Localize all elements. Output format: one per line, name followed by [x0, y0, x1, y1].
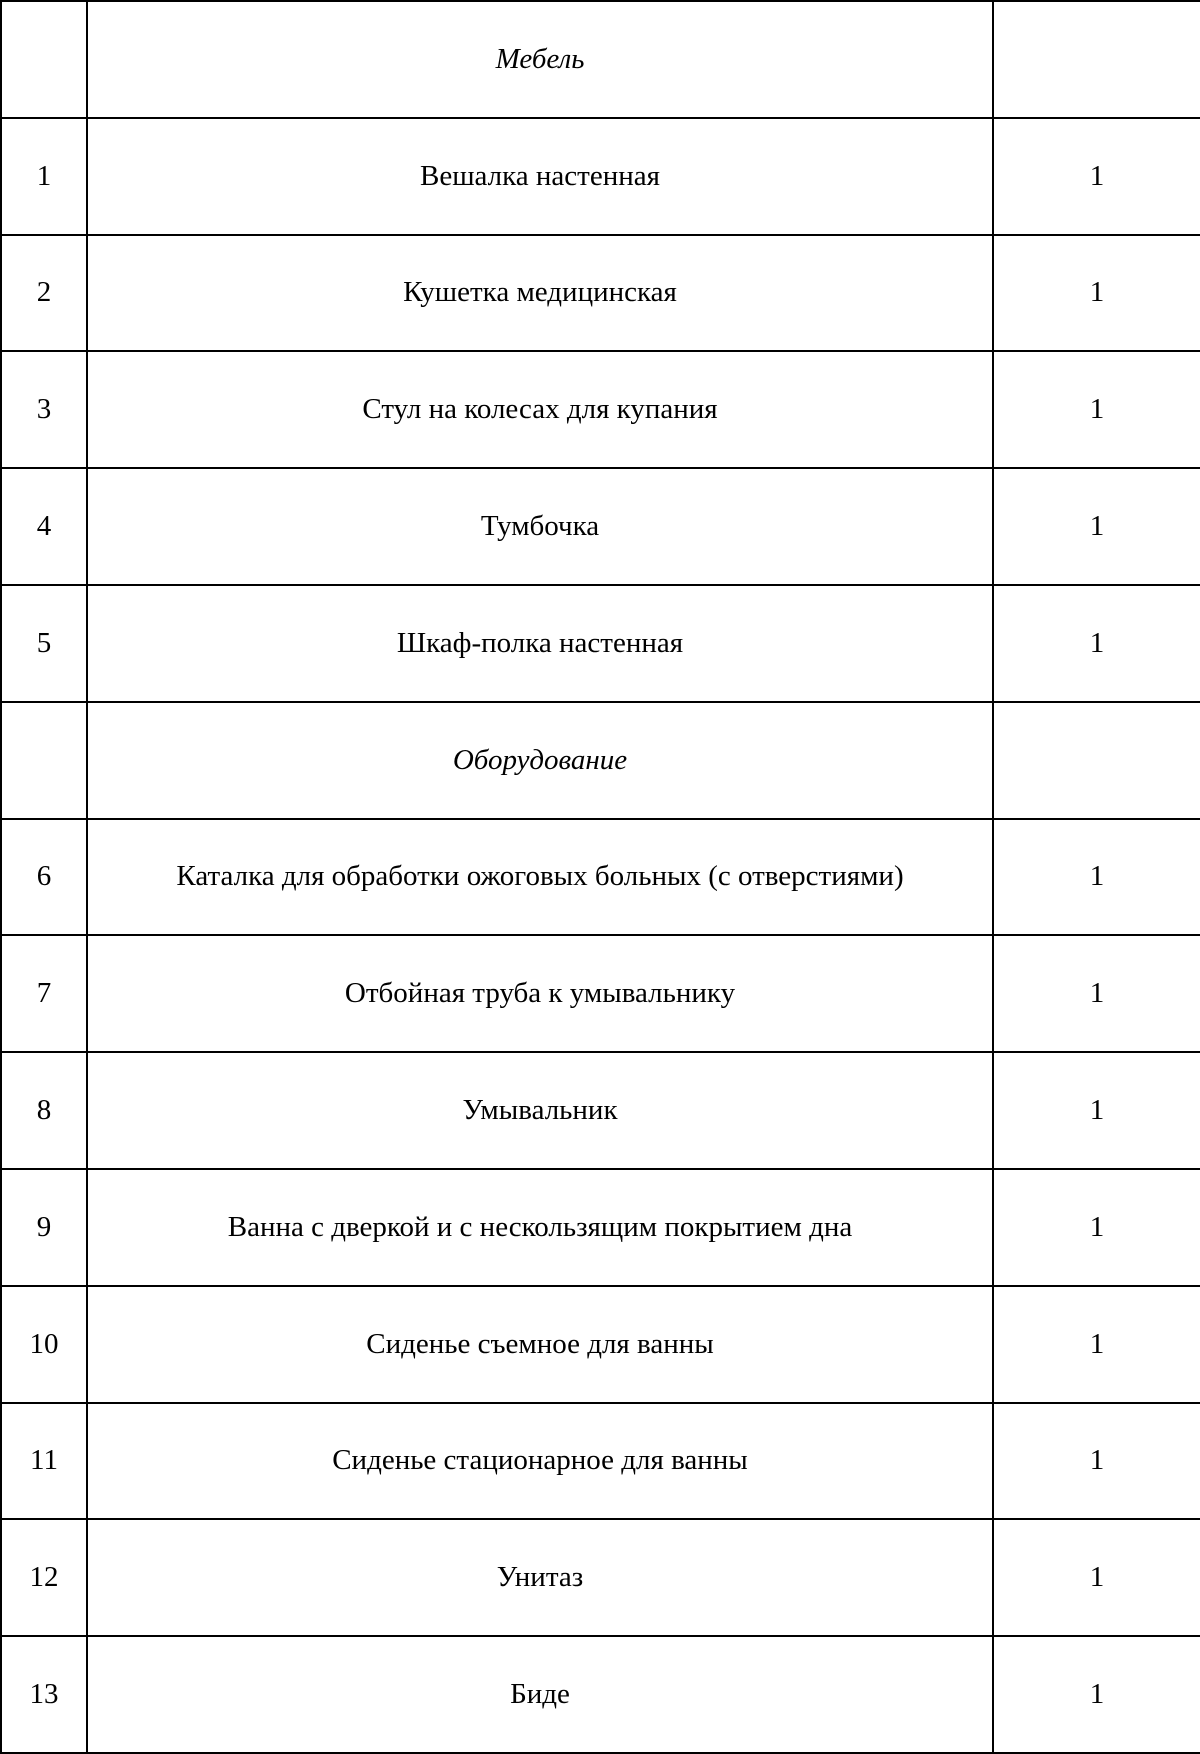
table-row — [1, 468, 1200, 585]
row-number-cell: 12 — [1, 1519, 87, 1636]
table-row — [1, 1169, 1200, 1286]
row-number-cell: 6 — [1, 819, 87, 936]
table-body — [1, 1, 1200, 1753]
table-row — [1, 1636, 1200, 1753]
section-row-equipment — [1, 702, 1200, 819]
row-number-cell — [1, 1, 87, 118]
row-number-cell: 1 — [1, 118, 87, 235]
row-quantity-cell — [993, 1, 1200, 118]
table-row — [1, 1403, 1200, 1520]
table-row — [1, 118, 1200, 235]
row-quantity-cell: 1 — [993, 1052, 1200, 1169]
row-name-cell: Сиденье стационарное для ванны — [87, 1403, 993, 1520]
row-quantity-cell: 1 — [993, 935, 1200, 1052]
row-name-cell: Тумбочка — [87, 468, 993, 585]
row-quantity-cell: 1 — [993, 351, 1200, 468]
row-quantity-cell: 1 — [993, 1169, 1200, 1286]
table-row — [1, 935, 1200, 1052]
row-number-cell: 4 — [1, 468, 87, 585]
row-number-cell: 3 — [1, 351, 87, 468]
row-name-cell: Сиденье съемное для ванны — [87, 1286, 993, 1403]
row-name-cell: Стул на колесах для купания — [87, 351, 993, 468]
row-number-cell: 2 — [1, 235, 87, 352]
row-number-cell: 9 — [1, 1169, 87, 1286]
row-quantity-cell: 1 — [993, 235, 1200, 352]
row-number-cell: 8 — [1, 1052, 87, 1169]
row-number-cell: 5 — [1, 585, 87, 702]
row-number-cell: 7 — [1, 935, 87, 1052]
section-title: Мебель — [87, 1, 993, 118]
row-quantity-cell: 1 — [993, 468, 1200, 585]
row-quantity-cell: 1 — [993, 819, 1200, 936]
table-row — [1, 351, 1200, 468]
row-quantity-cell: 1 — [993, 1636, 1200, 1753]
row-name-cell: Кушетка медицинская — [87, 235, 993, 352]
table-row — [1, 235, 1200, 352]
table-row — [1, 819, 1200, 936]
row-name-cell: Умывальник — [87, 1052, 993, 1169]
row-quantity-cell: 1 — [993, 585, 1200, 702]
row-number-cell: 10 — [1, 1286, 87, 1403]
table-row — [1, 1286, 1200, 1403]
row-name-cell: Отбойная труба к умывальнику — [87, 935, 993, 1052]
row-number-cell — [1, 702, 87, 819]
row-quantity-cell: 1 — [993, 1286, 1200, 1403]
table-row — [1, 1519, 1200, 1636]
row-quantity-cell: 1 — [993, 1519, 1200, 1636]
row-number-cell: 11 — [1, 1403, 87, 1520]
table-row — [1, 1052, 1200, 1169]
row-name-cell: Шкаф-полка настенная — [87, 585, 993, 702]
row-name-cell: Ванна с дверкой и с нескользящим покрытием дна — [87, 1169, 993, 1286]
row-name-cell: Биде — [87, 1636, 993, 1753]
section-title: Оборудование — [87, 702, 993, 819]
table-row — [1, 585, 1200, 702]
row-quantity-cell — [993, 702, 1200, 819]
section-row-furniture — [1, 1, 1200, 118]
row-quantity-cell: 1 — [993, 118, 1200, 235]
row-name-cell: Каталка для обработки ожоговых больных (с отверстиями) — [87, 819, 993, 936]
row-name-cell: Вешалка настенная — [87, 118, 993, 235]
row-quantity-cell: 1 — [993, 1403, 1200, 1520]
row-name-cell: Унитаз — [87, 1519, 993, 1636]
row-number-cell: 13 — [1, 1636, 87, 1753]
